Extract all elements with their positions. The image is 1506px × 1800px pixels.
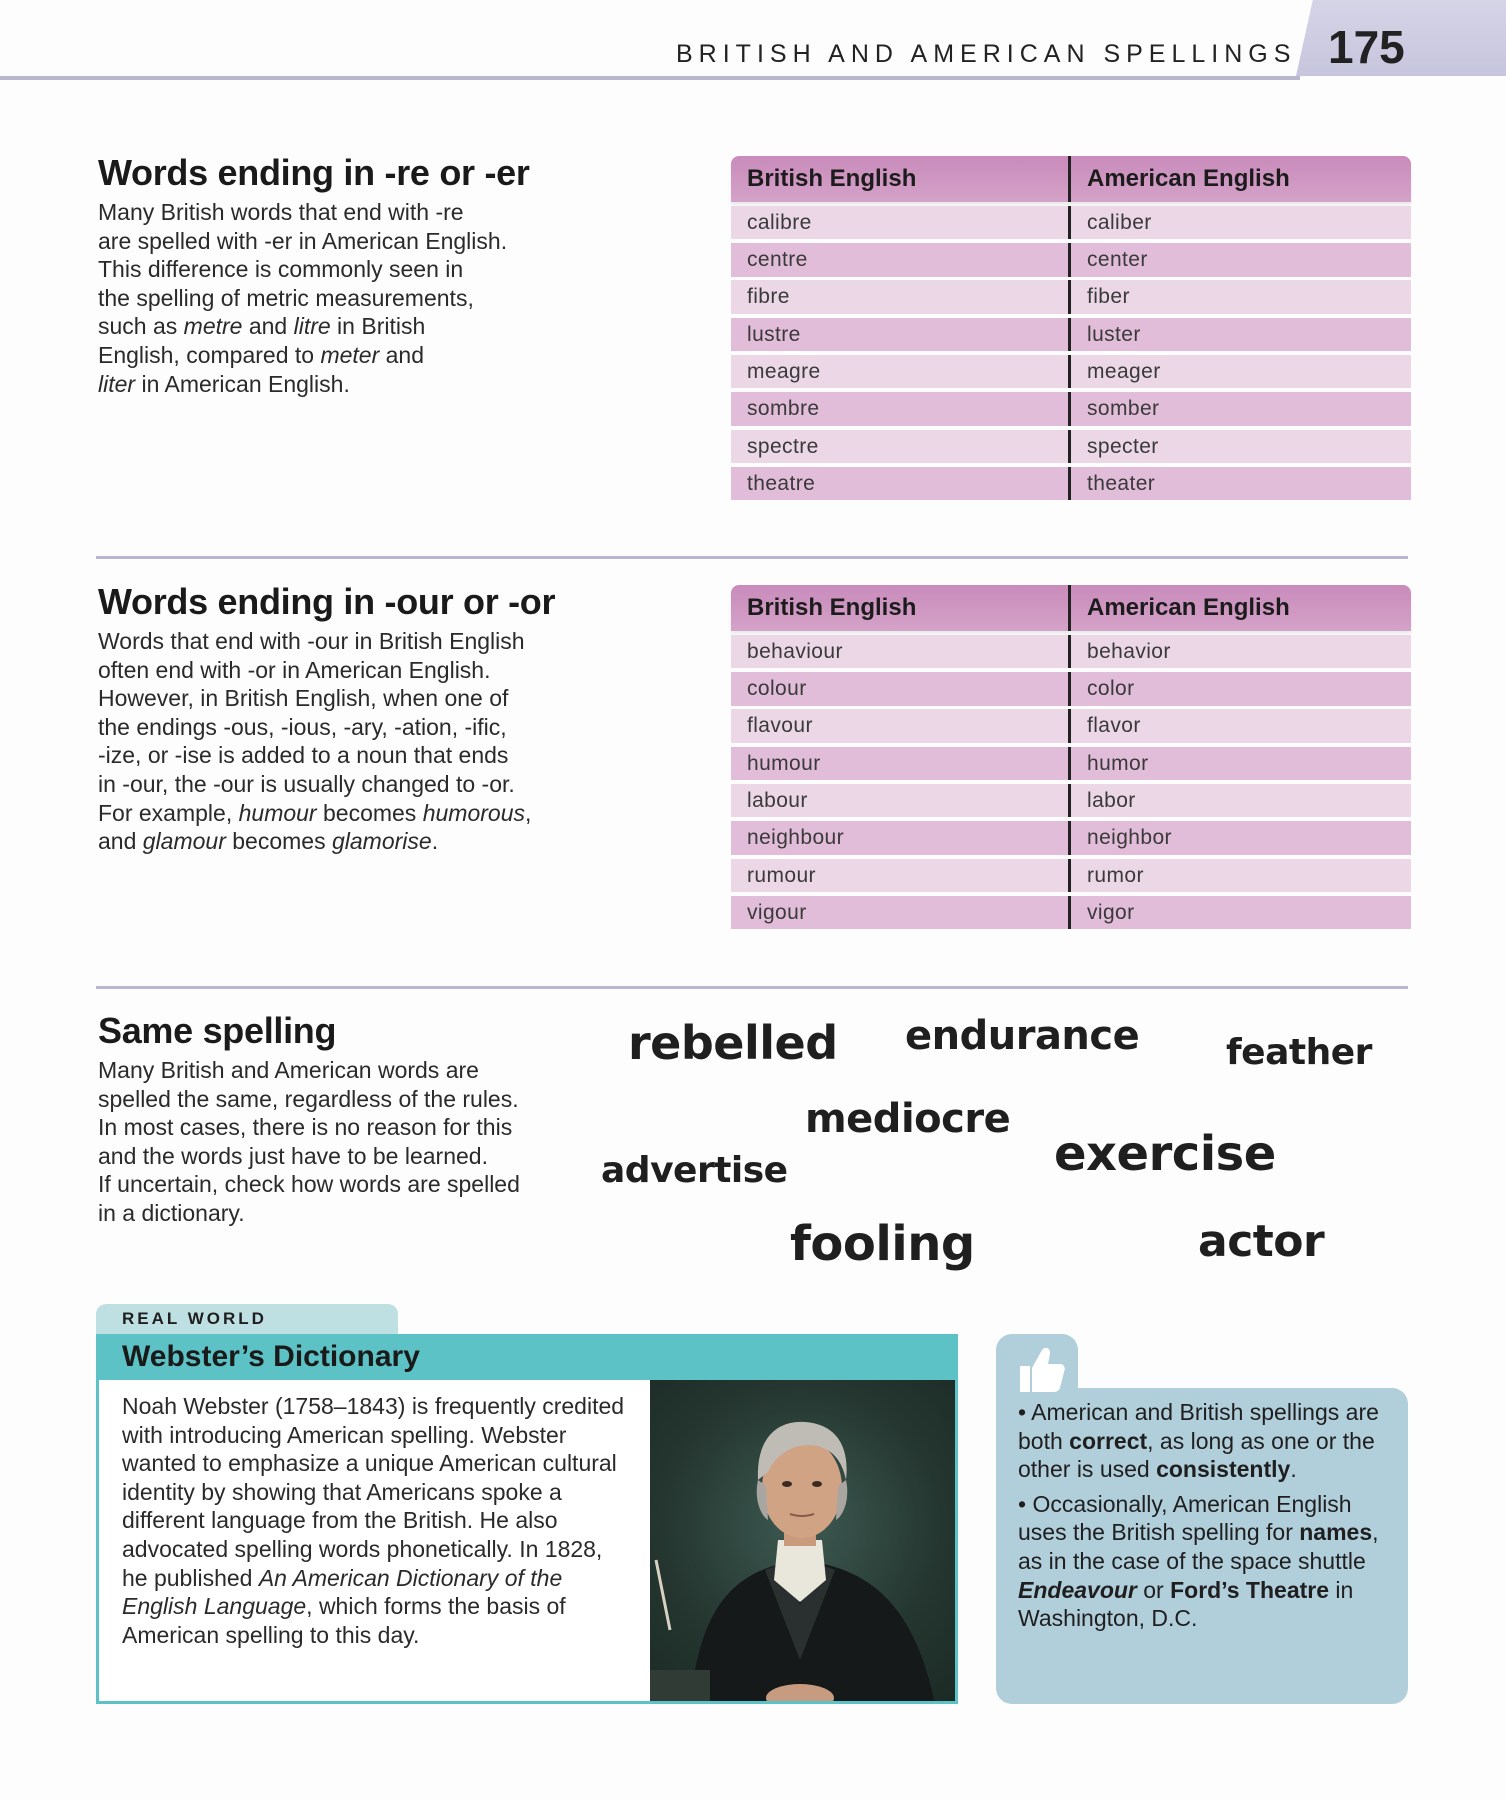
body-line: in -our, the -our is usually changed to -or. <box>98 770 515 797</box>
table-row <box>731 784 1411 818</box>
british-cell: fibre <box>731 280 1071 314</box>
real-world-tab <box>96 1304 398 1336</box>
column-header-american: American English <box>1087 594 1290 621</box>
table-row <box>731 896 1411 930</box>
british-cell: centre <box>731 243 1071 277</box>
body-line: are spelled with -er in American English. <box>98 227 508 254</box>
american-cell: color <box>1087 677 1135 701</box>
table-row <box>731 747 1411 781</box>
american-cell: luster <box>1087 322 1141 346</box>
section-divider <box>96 986 1408 989</box>
table-row <box>731 318 1411 352</box>
table-row <box>731 709 1411 743</box>
cloud-word: actor <box>1198 1216 1325 1267</box>
section-divider <box>96 556 1408 559</box>
header-rule <box>0 76 1300 80</box>
british-cell: spectre <box>731 430 1071 464</box>
british-cell: meagre <box>731 355 1071 389</box>
british-cell: sombre <box>731 392 1071 426</box>
our-or-table <box>731 585 1411 929</box>
cloud-word: advertise <box>601 1150 788 1191</box>
real-world-text <box>122 1392 642 1649</box>
body-line: This difference is commonly seen in <box>98 256 464 283</box>
british-cell: theatre <box>731 467 1071 501</box>
section-our-or <box>98 581 658 856</box>
body-line: English, compared to meter and <box>98 341 425 368</box>
portrait-illustration <box>650 1380 958 1704</box>
british-cell: vigour <box>731 896 1071 930</box>
section-body <box>98 1056 658 1228</box>
body-line: -ize, or -ise is added to a noun that ends <box>98 742 509 769</box>
body-line: and glamour becomes glamorise. <box>98 828 439 855</box>
american-cell: theater <box>1087 471 1156 495</box>
real-world-label: REAL WORLD <box>122 1309 267 1328</box>
tip-bullet: • Occasionally, American English uses the British spelling for names, as in the case of the space shuttle Endeavour or Ford’s Theatre in Washington, D.C. <box>1018 1490 1379 1632</box>
tip-text <box>1018 1398 1398 1639</box>
section-heading: Same spelling <box>98 1010 337 1051</box>
body-line: wanted to emphasize a unique American cultural <box>122 1450 617 1477</box>
cloud-word: fooling <box>790 1216 975 1272</box>
body-line: with introducing American spelling. Webster <box>122 1421 567 1448</box>
section-re-er <box>98 152 658 398</box>
body-line: American spelling to this day. <box>122 1621 420 1648</box>
real-world-title-bar <box>96 1334 958 1380</box>
american-cell: center <box>1087 248 1148 272</box>
american-cell: specter <box>1087 434 1159 458</box>
british-cell: colour <box>731 672 1071 706</box>
body-line: Many British and American words are <box>98 1057 479 1083</box>
american-cell: meager <box>1087 359 1161 383</box>
body-line: English Language, which forms the basis of <box>122 1593 566 1620</box>
body-line: identity by showing that Americans spoke a <box>122 1478 562 1505</box>
body-line: Many British words that end with -re <box>98 199 464 225</box>
table-row <box>731 672 1411 706</box>
cloud-word: endurance <box>905 1013 1140 1059</box>
american-cell: fiber <box>1087 285 1130 309</box>
british-cell: rumour <box>731 859 1071 893</box>
body-line: In most cases, there is no reason for this <box>98 1114 513 1141</box>
american-cell: neighbor <box>1087 826 1172 850</box>
table-row <box>731 355 1411 389</box>
table-row <box>731 243 1411 277</box>
table-row <box>731 280 1411 314</box>
cloud-word: rebelled <box>628 1016 838 1070</box>
noah-webster-portrait <box>650 1380 958 1704</box>
body-line: he published An American Dictionary of the <box>122 1564 563 1591</box>
british-cell: labour <box>731 784 1071 818</box>
running-header: BRITISH AND AMERICAN SPELLINGS <box>676 40 1297 68</box>
column-header-british: British English <box>731 585 1071 631</box>
body-line: in a dictionary. <box>98 1199 245 1226</box>
american-cell: rumor <box>1087 863 1144 887</box>
american-cell: caliber <box>1087 210 1152 234</box>
table-row <box>731 392 1411 426</box>
table-row <box>731 821 1411 855</box>
body-line: Words that end with -our in British English <box>98 628 525 654</box>
british-cell: flavour <box>731 709 1071 743</box>
body-line: spelled the same, regardless of the rules. <box>98 1085 519 1112</box>
body-line: However, in British English, when one of <box>98 685 509 712</box>
british-cell: behaviour <box>731 635 1071 669</box>
section-body <box>98 198 658 398</box>
body-line: such as metre and litre in British <box>98 313 426 340</box>
real-world-title: Webster’s Dictionary <box>122 1340 420 1373</box>
table-row <box>731 859 1411 893</box>
table-header <box>731 585 1411 631</box>
cloud-word: mediocre <box>805 1096 1011 1142</box>
body-line: the spelling of metric measurements, <box>98 284 474 311</box>
section-body <box>98 627 658 856</box>
body-line: advocated spelling words phonetically. In 1828, <box>122 1535 603 1562</box>
table-row <box>731 467 1411 501</box>
american-cell: flavor <box>1087 714 1141 738</box>
body-line: the endings -ous, -ious, -ary, -ation, -ific, <box>98 713 507 740</box>
tip-bullet: • American and British spellings are both correct, as long as one or the other is used consistently. <box>1018 1399 1379 1483</box>
american-cell: labor <box>1087 788 1136 812</box>
column-header-british: British English <box>731 156 1071 202</box>
american-cell: vigor <box>1087 900 1135 924</box>
re-er-table <box>731 156 1411 500</box>
thumbs-up-icon <box>1014 1344 1066 1394</box>
section-same-spelling <box>98 1010 658 1228</box>
british-cell: lustre <box>731 318 1071 352</box>
body-line: liter in American English. <box>98 370 350 397</box>
page-number: 175 <box>1328 21 1405 73</box>
body-line: For example, humour becomes humorous, <box>98 799 532 826</box>
body-line: often end with -or in American English. <box>98 656 491 683</box>
cloud-word: exercise <box>1054 1126 1276 1182</box>
section-heading: Words ending in -re or -er <box>98 152 530 193</box>
american-cell: behavior <box>1087 639 1171 663</box>
table-header <box>731 156 1411 202</box>
british-cell: calibre <box>731 206 1071 240</box>
american-cell: humor <box>1087 751 1149 775</box>
column-header-american: American English <box>1087 165 1290 192</box>
british-cell: neighbour <box>731 821 1071 855</box>
american-cell: somber <box>1087 397 1160 421</box>
body-line: and the words just have to be learned. <box>98 1142 488 1169</box>
body-line: Noah Webster (1758–1843) is frequently credited <box>122 1393 625 1419</box>
cloud-word: feather <box>1226 1032 1372 1073</box>
body-line: different language from the British. He also <box>122 1507 558 1534</box>
body-line: If uncertain, check how words are spelled <box>98 1171 520 1198</box>
table-row <box>731 206 1411 240</box>
table-row <box>731 635 1411 669</box>
british-cell: humour <box>731 747 1071 781</box>
table-row <box>731 430 1411 464</box>
section-heading: Words ending in -our or -or <box>98 581 556 622</box>
